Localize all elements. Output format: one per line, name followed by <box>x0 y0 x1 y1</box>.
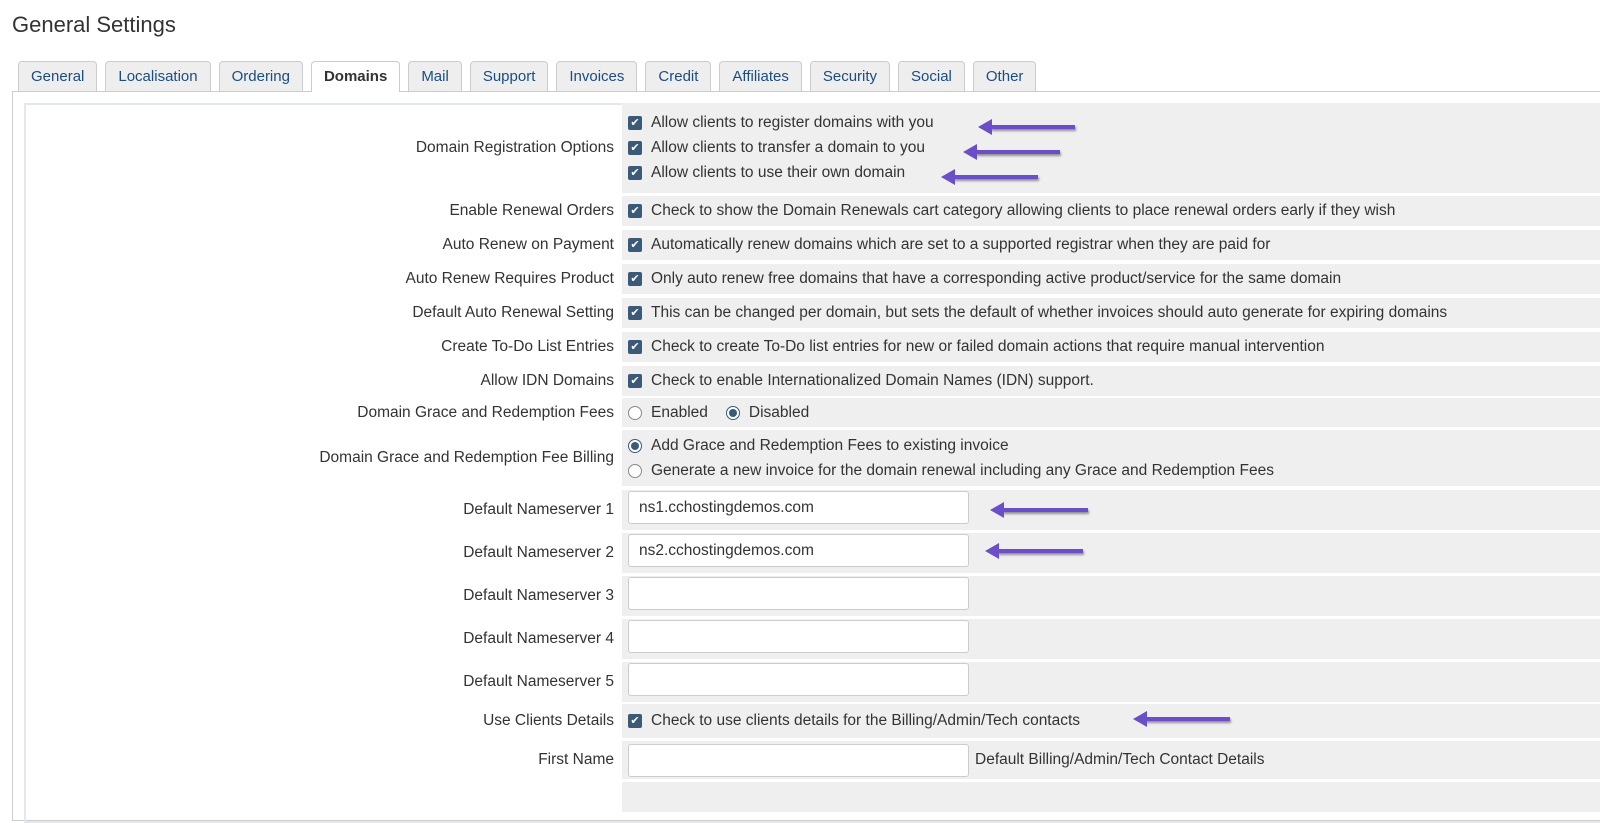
own-domain-checkbox[interactable] <box>628 161 1600 186</box>
first-name-input[interactable] <box>628 744 969 777</box>
add-to-existing-radio[interactable] <box>628 439 642 453</box>
checkbox-checked-icon: ✔ <box>628 141 642 155</box>
tab-invoices[interactable]: Invoices <box>556 61 637 92</box>
tab-localisation[interactable]: Localisation <box>105 61 210 92</box>
row-label: Enable Renewal Orders <box>449 202 614 219</box>
row-autorenew <box>26 230 1600 260</box>
row-todo <box>26 332 1600 362</box>
tab-general[interactable]: General <box>18 61 97 92</box>
row-label: Domain Grace and Redemption Fees <box>357 403 614 421</box>
option-label: Allow clients to register domains with you <box>651 114 934 131</box>
row-label: Default Nameserver 4 <box>463 630 614 647</box>
idn-checkbox[interactable] <box>628 369 1600 394</box>
option-label: Allow clients to use their own domain <box>651 164 906 181</box>
row-label: Default Nameserver 1 <box>463 501 614 518</box>
tab-domains[interactable]: Domains <box>311 61 400 92</box>
tab-mail[interactable]: Mail <box>408 61 462 92</box>
option-label: This can be changed per domain, but sets the default of whether invoices should auto generate for expiring domains <box>651 304 1448 321</box>
checkbox-checked-icon: ✔ <box>628 374 642 388</box>
row-label: Default Nameserver 2 <box>463 544 614 561</box>
row-label: Domain Registration Options <box>415 139 614 156</box>
nameserver-4-input[interactable] <box>628 620 969 653</box>
renewal-checkbox[interactable] <box>628 199 1600 224</box>
nameserver-1-input[interactable]: ns1.cchostingdemos.com <box>628 491 969 524</box>
annotation-arrow-icon <box>1002 508 1088 512</box>
radio-label: Add Grace and Redemption Fees to existing invoice <box>651 436 1009 454</box>
nameserver-5-input[interactable] <box>628 663 969 696</box>
tab-support[interactable]: Support <box>470 61 549 92</box>
row-use-clients-details <box>26 704 1600 738</box>
row-nameserver-1 <box>26 490 1600 530</box>
row-next-partial <box>26 782 1600 812</box>
checkbox-checked-icon: ✔ <box>628 714 642 728</box>
grace-disabled-radio[interactable] <box>726 406 740 420</box>
row-domain-registration-options <box>26 103 1600 193</box>
radio-label: Generate a new invoice for the domain renewal including any Grace and Redemption Fees <box>651 461 1274 479</box>
row-label: Auto Renew on Payment <box>442 236 614 253</box>
radio-label: Disabled <box>748 403 810 421</box>
tab-other[interactable]: Other <box>973 61 1037 92</box>
annotation-arrow-icon <box>953 175 1038 179</box>
row-label: Domain Grace and Redemption Fee Billing <box>319 449 614 466</box>
nameserver-3-input[interactable] <box>628 577 969 610</box>
row-label: Use Clients Details <box>483 712 614 729</box>
row-nameserver-4 <box>26 619 1600 659</box>
use-clients-details-checkbox[interactable] <box>628 709 1600 734</box>
generate-new-invoice-radio[interactable] <box>628 464 642 478</box>
option-label: Check to enable Internationalized Domain Names (IDN) support. <box>651 372 1094 389</box>
row-nameserver-5 <box>26 662 1600 702</box>
annotation-arrow-icon <box>990 125 1075 129</box>
row-label: Auto Renew Requires Product <box>405 270 614 287</box>
row-defrenew <box>26 298 1600 328</box>
register-domains-checkbox[interactable] <box>628 111 1600 136</box>
contact-details-hint: Default Billing/Admin/Tech Contact Details <box>975 751 1265 768</box>
nameserver-2-input[interactable]: ns2.cchostingdemos.com <box>628 534 969 567</box>
checkbox-checked-icon: ✔ <box>628 116 642 130</box>
tab-security[interactable]: Security <box>810 61 890 92</box>
defrenew-checkbox[interactable] <box>628 301 1600 326</box>
tab-affiliates[interactable]: Affiliates <box>719 61 801 92</box>
tab-social[interactable]: Social <box>898 61 965 92</box>
checkbox-checked-icon: ✔ <box>628 306 642 320</box>
row-first-name <box>26 741 1600 779</box>
row-label: Allow IDN Domains <box>480 372 614 389</box>
row-grace-billing <box>26 430 1600 486</box>
row-idn <box>26 366 1600 396</box>
checkbox-checked-icon: ✔ <box>628 272 642 286</box>
option-label: Check to create To-Do list entries for new or failed domain actions that require manual intervention <box>651 338 1325 355</box>
annotation-arrow-icon <box>997 549 1083 553</box>
checkbox-checked-icon: ✔ <box>628 238 642 252</box>
option-label: Automatically renew domains which are set to a supported registrar when they are paid for <box>651 236 1271 253</box>
option-label: Allow clients to transfer a domain to you <box>651 139 925 156</box>
grace-enabled-radio[interactable] <box>628 406 642 420</box>
row-label: First Name <box>538 751 614 768</box>
row-nameserver-2 <box>26 533 1600 573</box>
row-label: Create To-Do List Entries <box>441 338 614 355</box>
checkbox-checked-icon: ✔ <box>628 340 642 354</box>
todo-checkbox[interactable] <box>628 335 1600 360</box>
tab-credit[interactable]: Credit <box>645 61 711 92</box>
autoprod-checkbox[interactable] <box>628 267 1600 292</box>
checkbox-checked-icon: ✔ <box>628 204 642 218</box>
tab-ordering[interactable]: Ordering <box>219 61 303 92</box>
row-autoprod <box>26 264 1600 294</box>
option-label: Check to use clients details for the Billing/Admin/Tech contacts <box>651 712 1081 729</box>
settings-tabs <box>18 61 1036 92</box>
transfer-domain-checkbox[interactable] <box>628 136 1600 161</box>
row-label: Default Auto Renewal Setting <box>412 304 614 321</box>
option-label: Check to show the Domain Renewals cart category allowing clients to place renewal orders early if they wish <box>651 202 1396 219</box>
option-label: Only auto renew free domains that have a corresponding active product/service for the same domain <box>651 270 1342 287</box>
row-nameserver-3 <box>26 576 1600 616</box>
row-label: Default Nameserver 3 <box>463 587 614 604</box>
row-grace-fees <box>26 398 1600 427</box>
checkbox-checked-icon: ✔ <box>628 166 642 180</box>
annotation-arrow-icon <box>975 150 1060 154</box>
radio-label: Enabled <box>651 403 708 421</box>
row-label: Default Nameserver 5 <box>463 673 614 690</box>
autorenew-checkbox[interactable] <box>628 233 1600 258</box>
page-title: General Settings <box>12 12 176 37</box>
row-renewal <box>26 196 1600 226</box>
annotation-arrow-icon <box>1145 717 1230 721</box>
